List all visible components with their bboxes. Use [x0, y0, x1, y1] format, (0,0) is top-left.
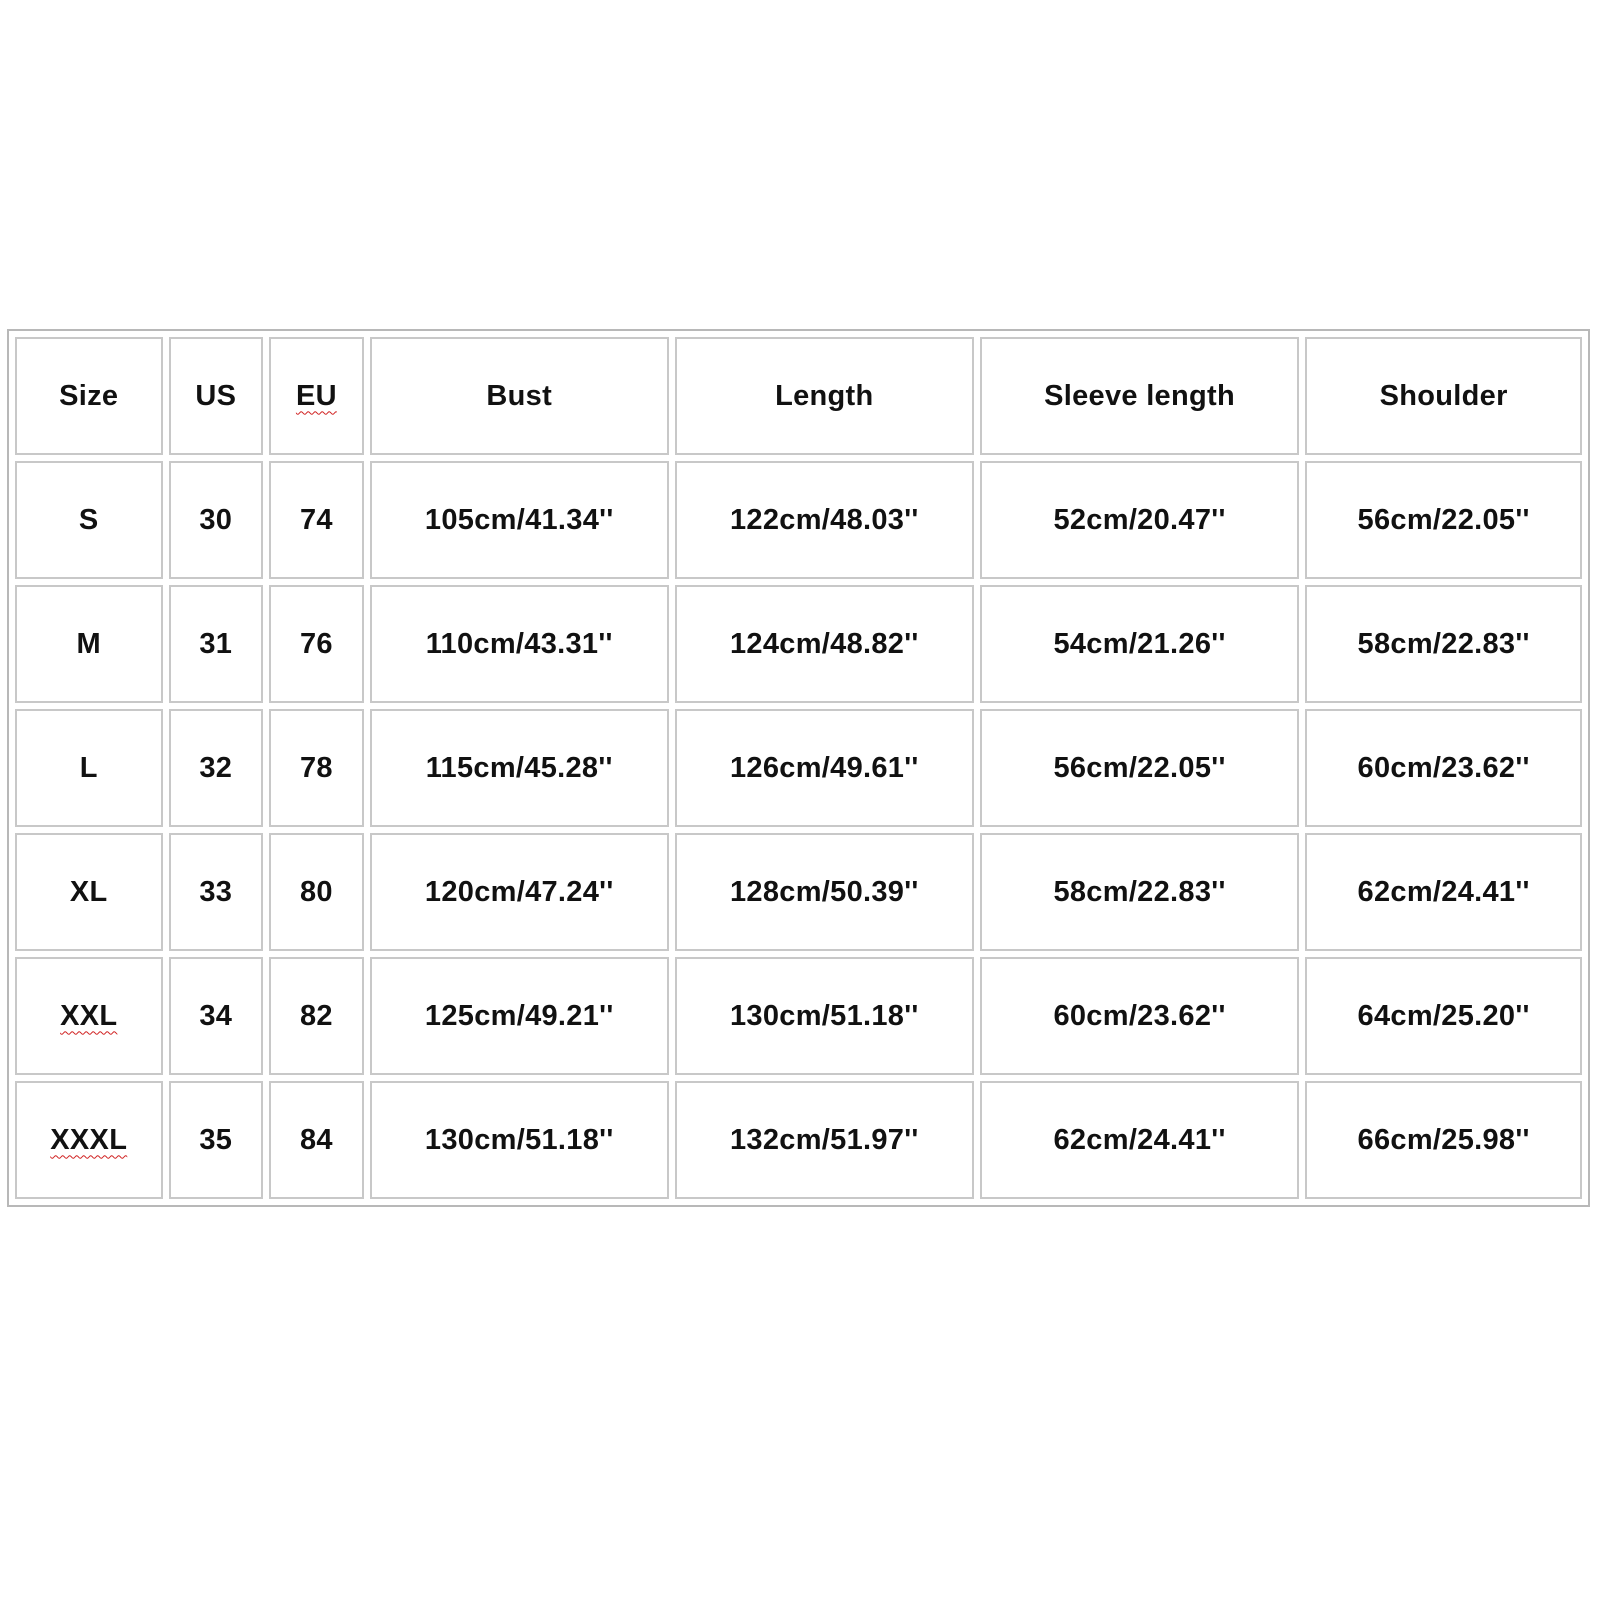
- cell-eu: 74: [269, 461, 364, 579]
- header-length: Length: [675, 337, 974, 455]
- cell-length: 128cm/50.39'': [675, 833, 974, 951]
- cell-sleeve-length: 62cm/24.41'': [980, 1081, 1299, 1199]
- header-eu: EU: [269, 337, 364, 455]
- cell-bust: 110cm/43.31'': [370, 585, 669, 703]
- cell-bust: 125cm/49.21'': [370, 957, 669, 1075]
- table-row-xxl: [15, 957, 1582, 1075]
- table-row-m: [15, 585, 1582, 703]
- cell-eu: 84: [269, 1081, 364, 1199]
- cell-bust: 105cm/41.34'': [370, 461, 669, 579]
- cell-size: S: [15, 461, 163, 579]
- cell-us: 32: [169, 709, 264, 827]
- cell-us: 31: [169, 585, 264, 703]
- cell-size: M: [15, 585, 163, 703]
- cell-sleeve-length: 58cm/22.83'': [980, 833, 1299, 951]
- cell-shoulder: 56cm/22.05'': [1305, 461, 1582, 579]
- cell-bust: 130cm/51.18'': [370, 1081, 669, 1199]
- table-row-xl: [15, 833, 1582, 951]
- cell-bust: 115cm/45.28'': [370, 709, 669, 827]
- cell-length: 122cm/48.03'': [675, 461, 974, 579]
- cell-sleeve-length: 60cm/23.62'': [980, 957, 1299, 1075]
- cell-shoulder: 58cm/22.83'': [1305, 585, 1582, 703]
- header-us: US: [169, 337, 264, 455]
- cell-bust: 120cm/47.24'': [370, 833, 669, 951]
- cell-length: 126cm/49.61'': [675, 709, 974, 827]
- cell-shoulder: 60cm/23.62'': [1305, 709, 1582, 827]
- cell-shoulder: 64cm/25.20'': [1305, 957, 1582, 1075]
- cell-sleeve-length: 54cm/21.26'': [980, 585, 1299, 703]
- cell-sleeve-length: 52cm/20.47'': [980, 461, 1299, 579]
- cell-eu: 80: [269, 833, 364, 951]
- cell-us: 35: [169, 1081, 264, 1199]
- cell-sleeve-length: 56cm/22.05'': [980, 709, 1299, 827]
- cell-us: 33: [169, 833, 264, 951]
- size-chart-table: [7, 329, 1590, 1207]
- header-sleeve-length: Sleeve length: [980, 337, 1299, 455]
- table-row-s: [15, 461, 1582, 579]
- table-row-xxxl: [15, 1081, 1582, 1199]
- cell-us: 34: [169, 957, 264, 1075]
- cell-eu: 82: [269, 957, 364, 1075]
- cell-shoulder: 66cm/25.98'': [1305, 1081, 1582, 1199]
- cell-eu: 78: [269, 709, 364, 827]
- table-row-l: [15, 709, 1582, 827]
- cell-size: L: [15, 709, 163, 827]
- header-shoulder: Shoulder: [1305, 337, 1582, 455]
- cell-length: 132cm/51.97'': [675, 1081, 974, 1199]
- cell-us: 30: [169, 461, 264, 579]
- cell-size: XL: [15, 833, 163, 951]
- cell-size: XXL: [15, 957, 163, 1075]
- cell-shoulder: 62cm/24.41'': [1305, 833, 1582, 951]
- header-size: Size: [15, 337, 163, 455]
- cell-size: XXXL: [15, 1081, 163, 1199]
- header-row: [15, 337, 1582, 455]
- header-bust: Bust: [370, 337, 669, 455]
- cell-length: 130cm/51.18'': [675, 957, 974, 1075]
- cell-eu: 76: [269, 585, 364, 703]
- cell-length: 124cm/48.82'': [675, 585, 974, 703]
